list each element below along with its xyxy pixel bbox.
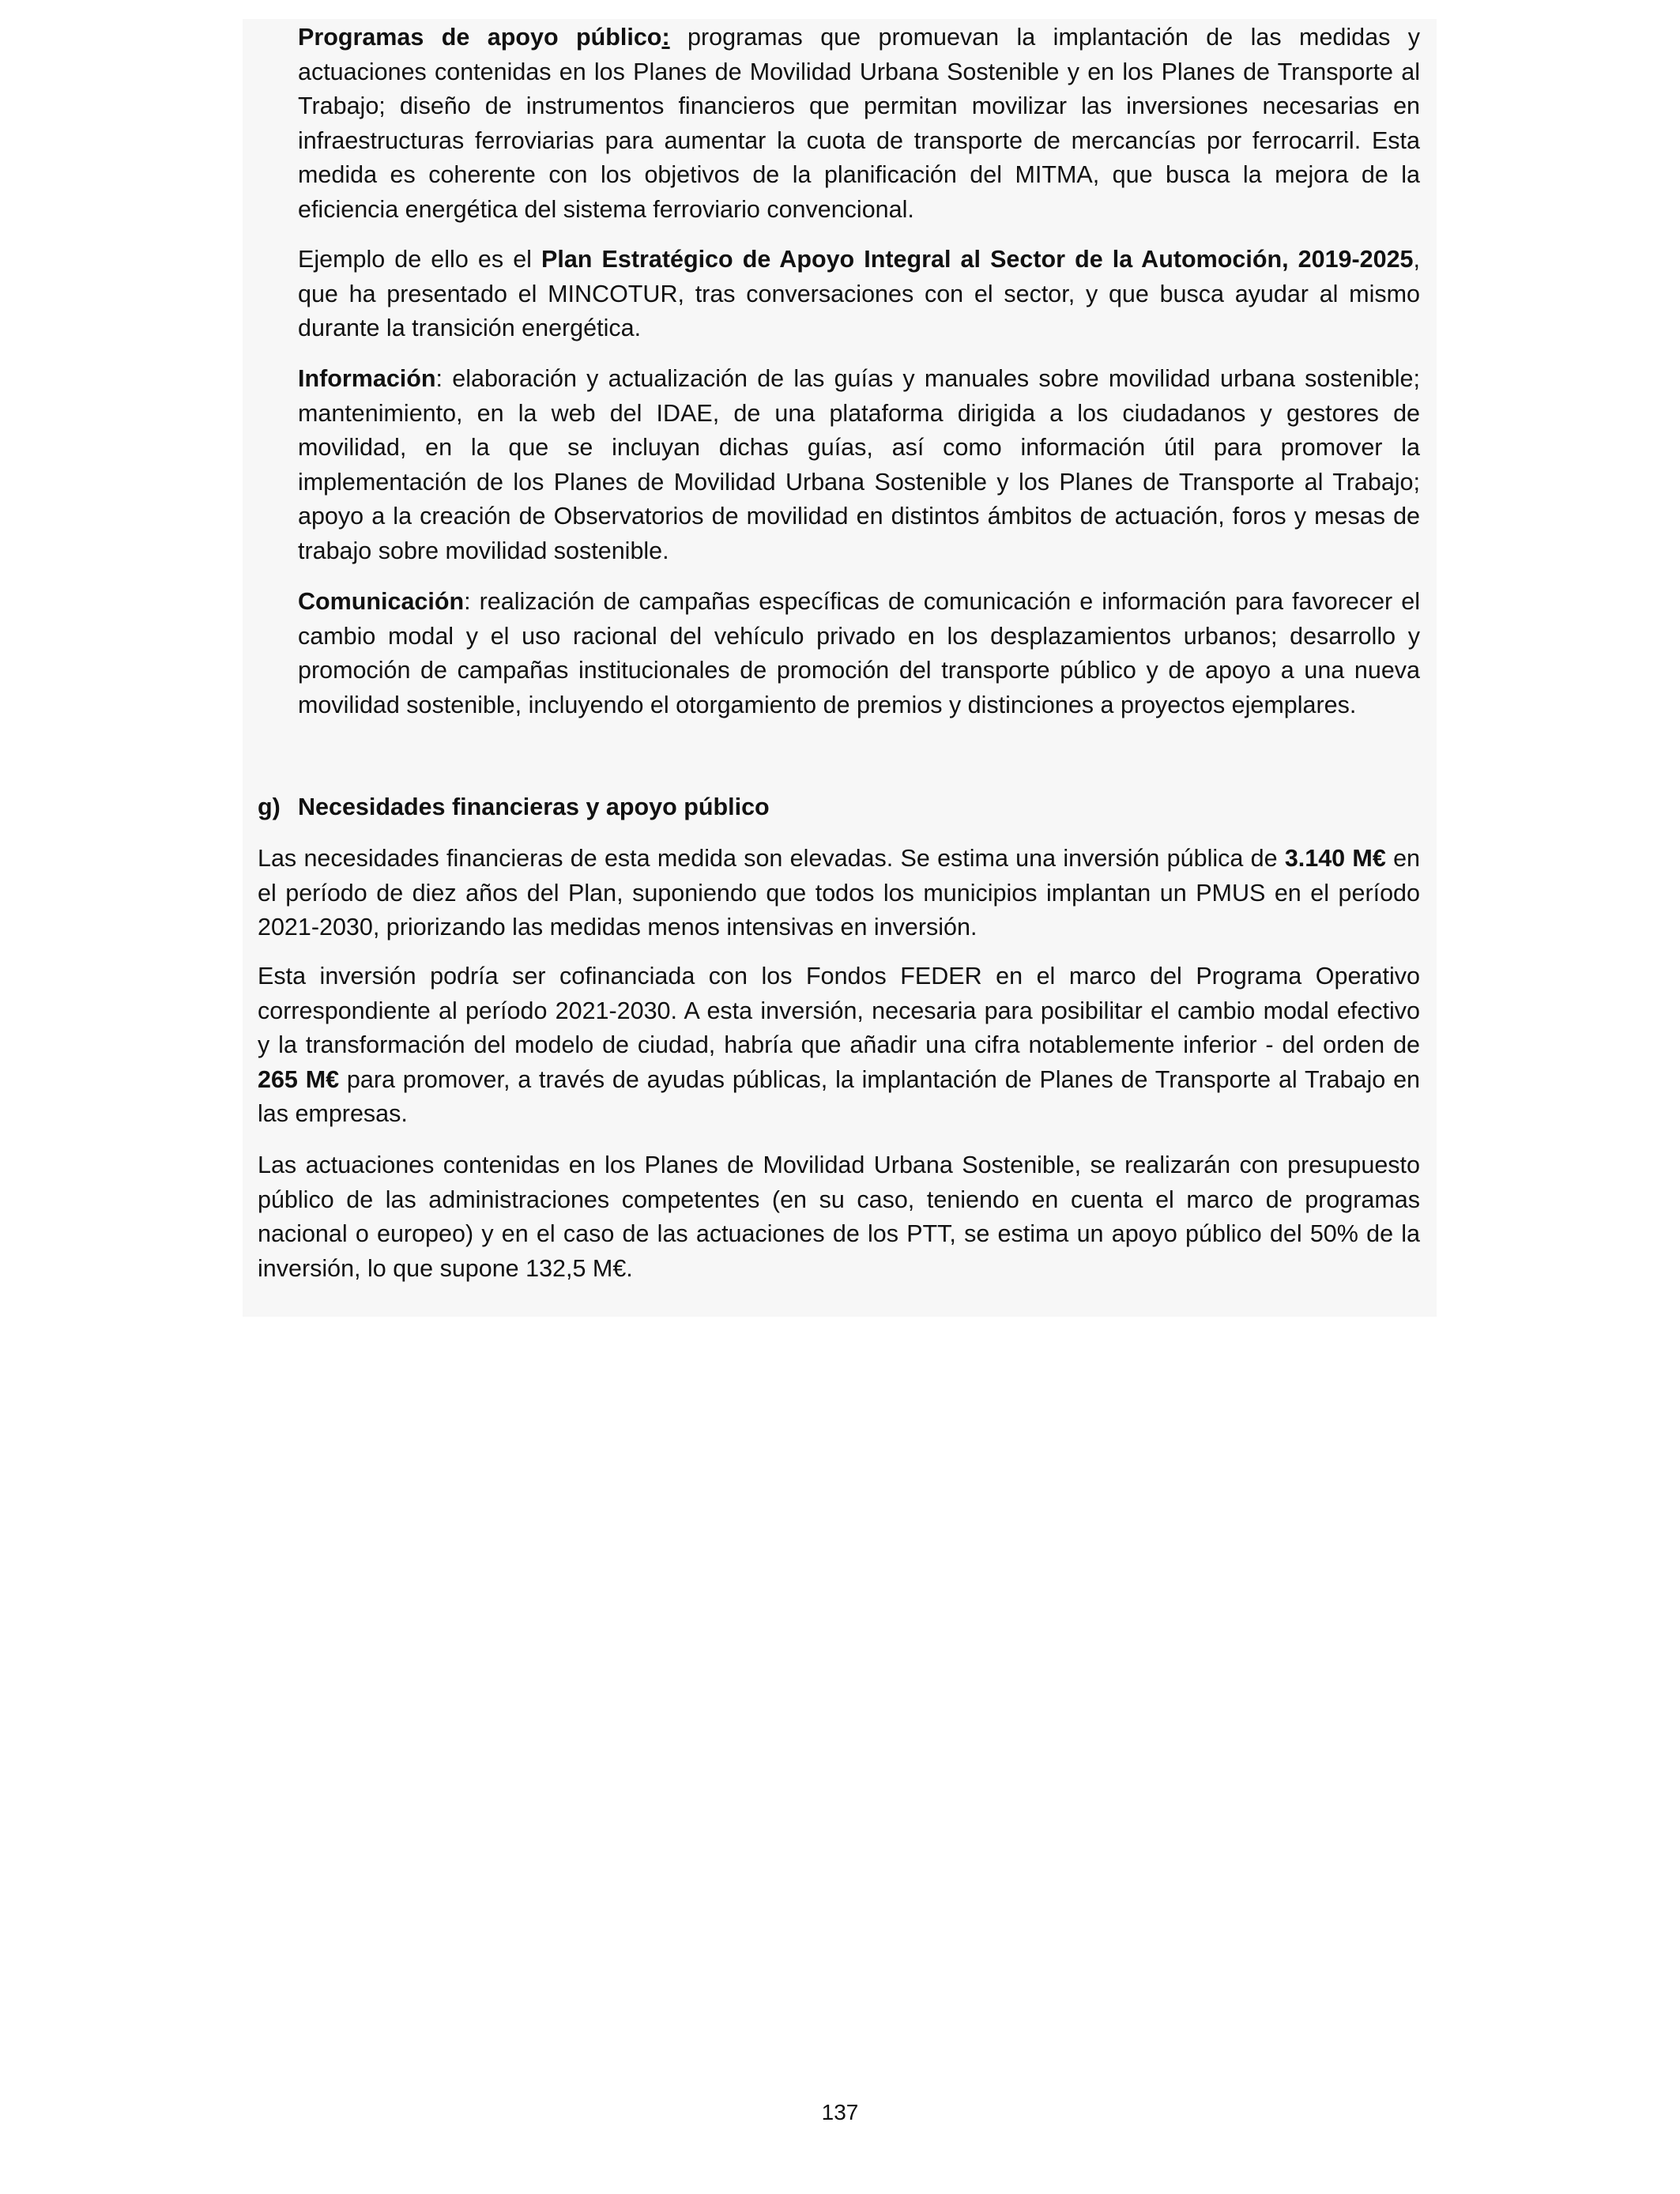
term-colon: : xyxy=(661,24,670,51)
term-programas-apoyo: Programas de apoyo público xyxy=(298,24,662,51)
term-informacion: Información xyxy=(298,365,436,392)
paragraph-text: Las necesidades financieras de esta medida son elevadas. Se estima una inversión pública de xyxy=(258,845,1285,872)
paragraph-cofinancing xyxy=(258,959,1420,1132)
amount-265: 265 M€ xyxy=(258,1065,340,1093)
paragraph-ejemplo xyxy=(298,243,1420,346)
paragraph-informacion xyxy=(298,362,1420,569)
term-comunicacion: Comunicación xyxy=(298,588,465,615)
section-marker: g) xyxy=(258,794,281,820)
paragraph-text: Ejemplo de ello es el xyxy=(298,246,542,273)
plan-name: Plan Estratégico de Apoyo Integral al Sector de la Automoción, 2019-2025 xyxy=(541,246,1414,273)
amount-3140: 3.140 M€ xyxy=(1284,845,1386,872)
paragraph-comunicacion xyxy=(298,585,1420,722)
section-title: Necesidades financieras y apoyo público xyxy=(298,794,770,820)
section-heading-g xyxy=(258,790,770,825)
paragraph-text: Esta inversión podría ser cofinanciada con los Fondos FEDER en el marco del Programa Operativo correspondiente al período 2021-2030. A esta inversión, necesaria para posibilitar el cambio modal efectivo y la transformación del modelo de ciudad, habría que añadir una cifra notablemente inferior - del orden de xyxy=(258,963,1420,1059)
page-number: 137 xyxy=(821,2100,859,2124)
paragraph-text: Las actuaciones contenidas en los Planes de Movilidad Urbana Sostenible, se realizarán con presupuesto público de las administraciones competentes (en su caso, teniendo en cuenta el marco de programas nacional o europeo) y en el caso de las actuaciones de los PTT, se estima un apoyo público del 50% de la inversión, lo que supone 132,5 M€. xyxy=(258,1152,1420,1282)
paragraph-text: : realización de campañas específicas de comunicación e información para favorecer el cambio modal y el uso racional del vehículo privado en los desplazamientos urbanos; desarrollo y promoción de campañas institucionales de promoción del transporte público y de apoyo a una nueva movilidad sostenible, incluyendo el otorgamiento de premios y distinciones a proyectos ejemplares. xyxy=(298,588,1420,718)
paragraph-text: : elaboración y actualización de las guías y manuales sobre movilidad urbana sostenible; mantenimiento, en la web del IDAE, de una plataforma dirigida a los ciudadanos y gestores de movilidad, en la que se incluyan dichas guías, así como información útil para promover la implementación de los Planes de Movilidad Urbana Sostenible y los Planes de Transporte al Trabajo; apoyo a la creación de Observatorios de movilidad en distintos ámbitos de actuación, foros y mesas de trabajo sobre movilidad sostenible. xyxy=(298,365,1420,564)
paragraph-financial-needs xyxy=(258,842,1420,945)
paragraph-text: en el período de diez años del Plan, suponiendo que todos los municipios implantan un PMUS en el período 2021-2030, priorizando las medidas menos intensivas en inversión. xyxy=(258,845,1420,941)
paragraph-text: , que ha presentado el MINCOTUR, tras conversaciones con el sector, y que busca ayudar al mismo durante la transición energética. xyxy=(298,246,1420,342)
paragraph-actuaciones xyxy=(258,1148,1420,1286)
paragraph-text: para promover, a través de ayudas públicas, la implantación de Planes de Transporte al Trabajo en las empresas. xyxy=(258,1065,1420,1128)
paragraph-programas-apoyo xyxy=(298,21,1420,228)
paragraph-text: programas que promuevan la implantación de las medidas y actuaciones contenidas en los Planes de Movilidad Urbana Sostenible y en los Planes de Transporte al Trabajo; diseño de instrumentos financieros que permitan movilizar las inversiones necesarias en infraestructuras ferroviarias para aumentar la cuota de transporte de mercancías por ferrocarril. Esta medida es coherente con los objetivos de la planificación del MITMA, que busca la mejora de la eficiencia energética del sistema ferroviario convencional. xyxy=(298,24,1420,223)
